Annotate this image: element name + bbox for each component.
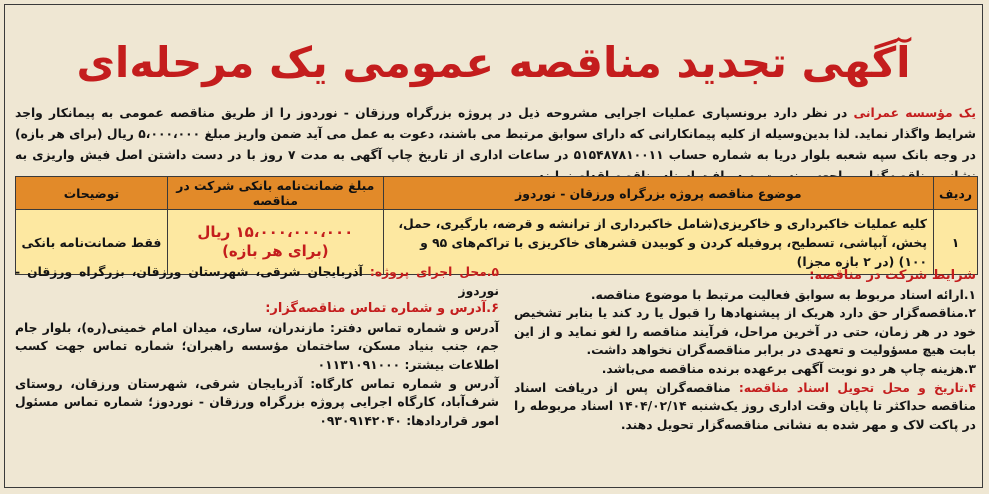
contact-section xyxy=(15,263,499,430)
workshop-address xyxy=(15,375,499,431)
tender-notice xyxy=(4,4,983,488)
condition-item-4 xyxy=(514,379,976,435)
condition-item-3: ۳.هزینه چاپ هر دو نوبت آگهی برعهده برنده مناقصه می‌باشد. xyxy=(601,361,976,376)
condition-item-4-text: مناقصه‌گران پس از دریافت اسناد مناقصه حداکثر تا پایان وقت اداری روز یک‌شنبه ۱۴۰۴/۰۲/۱۴ اسناد مربوطه را در پاکت لاک و مهر شده به نشانی مناقصه‌گزار تحویل دهند. xyxy=(514,380,976,432)
row-notes: فقط ضمانت‌نامه بانکی xyxy=(16,210,168,275)
header-subject: موضوع مناقصه پروژه بزرگراه ورزقان - نوردوز xyxy=(383,177,933,210)
row-number: ۱ xyxy=(934,210,978,275)
conditions-heading: شرایط شرکت در مناقصه: xyxy=(809,268,976,283)
office-text: مازندران، ساری، میدان امام خمینی(ره)، بلوار جام جم، جنب بنیاد مسکن، ساختمان مؤسسه راهبران؛ شماره تماس جهت کسب اطلاعات بیشتر: ۰۱۱۳۱۰۹۱۰۰۰ xyxy=(15,320,499,372)
intro-lead: یک مؤسسه عمرانی xyxy=(853,106,976,120)
amount-value: ۱۵،۰۰۰،۰۰۰،۰۰۰ ریال xyxy=(197,223,354,241)
notice-title: آگهی تجدید مناقصه عمومی یک مرحله‌ای xyxy=(76,38,911,87)
header-amount: مبلغ ضمانت‌نامه بانکی شرکت در مناقصه xyxy=(167,177,383,210)
intro-text: در نظر دارد برونسپاری عملیات اجرایی مشروحه ذیل در پروژه بزرگراه ورزقان - نوردوز را از طریق مناقصه عمومی به پیمانکار واجد شرایط واگذار نماید. لذا بدین‌وسیله از کلیه پیمانکارانی که دارای سوابق مرتبط می باشند، دعوت به عمل می آید ضمن واریز مبلغ ۵،۰۰۰،۰۰۰ ریال (برای هر بازه) در وجه بانک سپه شعبه بلوار دریا به شماره حساب ۵۱۵۴۸۷۸۱۰۰۱۱ در ساعات اداری از تاریخ چاپ آگهی به مدت ۷ روز با در دست داشتن اصل فیش واریزی به xyxy=(15,106,976,162)
intro-paragraph xyxy=(15,103,976,187)
office-head: آدرس و شماره تماس دفتر: xyxy=(330,320,499,335)
row-subject: کلیه عملیات خاکبرداری و خاکریزی(شامل خاکبرداری از ترانشه و قرضه، بارگیری، حمل، پخش، آبپاشی، تسطیح، پروفیله کردن و کوبیدن قشرهای خاکریزی با تراکم‌های ۹۵ و ۱۰۰) (در ۲ بازه مجزا) xyxy=(383,210,933,275)
location-head: ۵.محل اجرای پروژه: xyxy=(369,265,499,279)
project-location xyxy=(15,263,499,300)
header-notes: توضیحات xyxy=(16,177,168,210)
office-address xyxy=(15,319,499,375)
tender-table xyxy=(15,176,978,275)
workshop-text: آذربایجان شرقی، شهرستان ورزقان، روستای شرف‌آباد، کارگاه اجرایی پروژه بزرگراه ورزقان - نوردوز؛ شماره تماس مسئول امور قراردادها: ۰۹۳۰۹۱۴۲۰۴۰ xyxy=(15,376,499,428)
condition-item-1: ۱.ارائه اسناد مربوط به سوابق فعالیت مرتبط با موضوع مناقصه. xyxy=(590,287,976,302)
amount-note: (برای هر بازه) xyxy=(222,242,329,260)
condition-item-2: ۲.مناقصه‌گزار حق دارد هریک از پیشنهادها را قبول یا رد کند یا بنابر تشخیص خود در هر زمان، حتی در آخرین مراحل، فرآیند مناقصه را لغو نماید و از این بابت هیچ مسؤولیت و تعهدی در برابر مناقصه‌گران نخواهد داشت. xyxy=(514,306,976,358)
location-text: آذربایجان شرقی، شهرستان ورزقان، بزرگراه ورزقان - نوردوز xyxy=(15,265,499,298)
header-row-number: ردیف xyxy=(934,177,978,210)
contact-heading: ۶.آدرس و شماره تماس مناقصه‌گزار: xyxy=(265,301,499,317)
workshop-head: آدرس و شماره تماس کارگاه: xyxy=(310,376,499,391)
table-header-row xyxy=(16,177,978,210)
condition-item-4-head: ۴.تاریخ و محل تحویل اسناد مناقصه: xyxy=(738,380,976,395)
conditions-section xyxy=(514,267,976,434)
